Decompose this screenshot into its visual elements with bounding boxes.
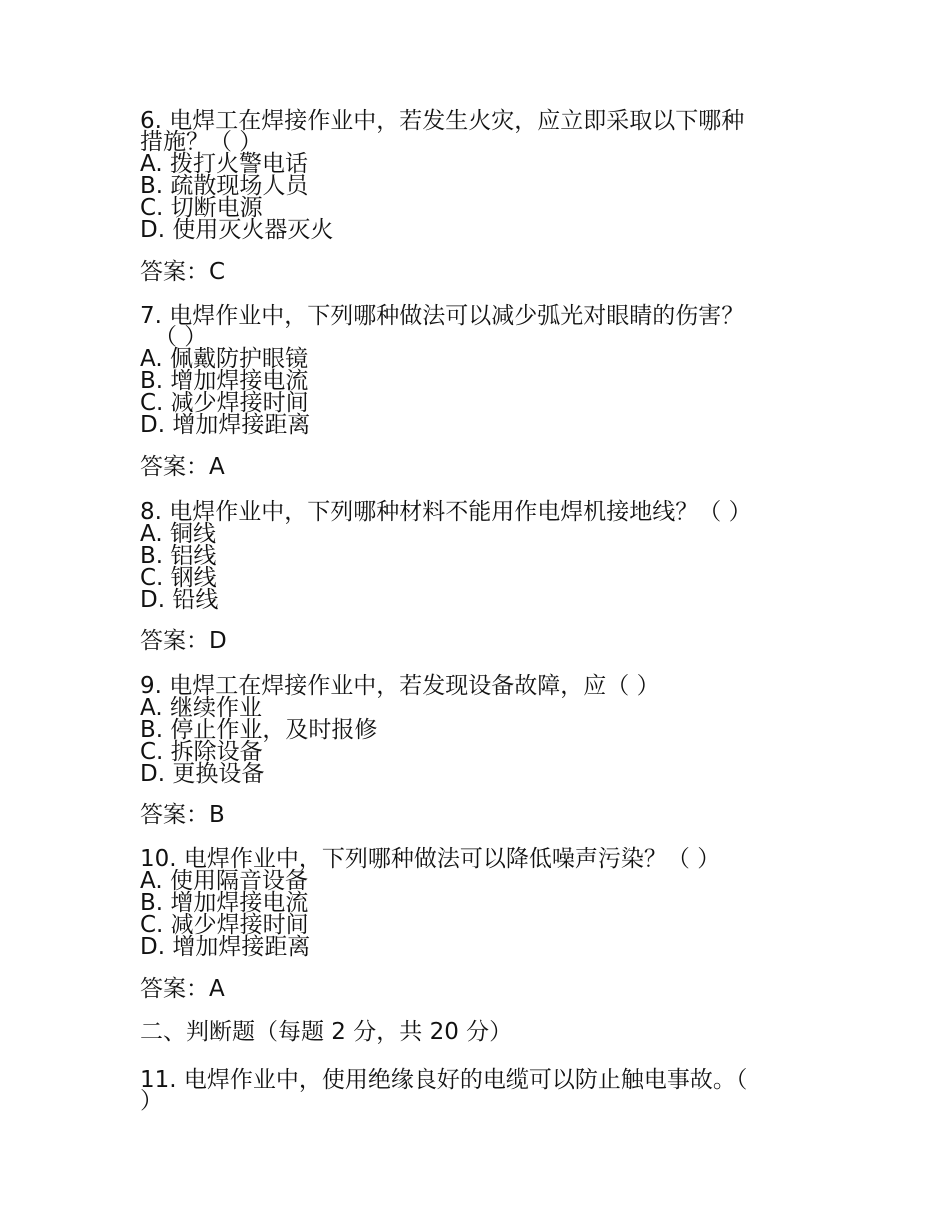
option-b: B. 疏散现场人员	[140, 173, 309, 199]
option-a: A. 继续作业	[140, 695, 262, 721]
question-stem-continued: 措施？（ ）	[140, 129, 263, 155]
option-a: A. 拨打火警电话	[140, 151, 308, 177]
option-b: B. 铝线	[140, 543, 217, 569]
option-b: B. 增加焊接电流	[140, 890, 309, 916]
question-9	[140, 673, 810, 787]
question-stem: 11. 电焊作业中，使用绝缘良好的电缆可以防止触电事故。（	[140, 1067, 748, 1093]
question-stem: 10. 电焊作业中，下列哪种做法可以降低噪声污染？（ ）	[140, 846, 721, 872]
option-d: D. 增加焊接距离	[140, 412, 311, 438]
option-b: B. 增加焊接电流	[140, 368, 309, 394]
option-c: C. 钢线	[140, 565, 217, 591]
section-heading: 二、判断题（每题 2 分，共 20 分）	[140, 1019, 513, 1045]
question-stem-continued: ）	[140, 1088, 163, 1114]
question-6	[140, 108, 810, 243]
question-stem-continued: （ ）	[154, 324, 208, 350]
option-c: C. 切断电源	[140, 195, 263, 221]
question-stem: 8. 电焊作业中，下列哪种材料不能用作电焊机接地线？（ ）	[140, 499, 752, 525]
answer-10: 答案：A	[140, 976, 225, 1002]
question-8	[140, 499, 810, 613]
question-10	[140, 846, 810, 960]
option-d: D. 铅线	[140, 587, 219, 613]
option-c: C. 减少焊接时间	[140, 912, 309, 938]
question-stem: 7. 电焊作业中，下列哪种做法可以减少弧光对眼睛的伤害？	[140, 303, 745, 329]
option-c: C. 减少焊接时间	[140, 390, 309, 416]
option-d: D. 增加焊接距离	[140, 934, 311, 960]
option-a: A. 佩戴防护眼镜	[140, 346, 308, 372]
answer-6: 答案：C	[140, 259, 226, 285]
question-11	[140, 1067, 810, 1114]
question-7	[140, 303, 810, 438]
option-d: D. 更换设备	[140, 761, 265, 787]
option-a: A. 铜线	[140, 521, 216, 547]
question-stem: 9. 电焊工在焊接作业中，若发现设备故障，应（ ）	[140, 673, 660, 699]
question-stem: 6. 电焊工在焊接作业中，若发生火灾，应立即采取以下哪种	[140, 108, 745, 134]
option-a: A. 使用隔音设备	[140, 868, 308, 894]
option-d: D. 使用灭火器灭火	[140, 217, 334, 243]
option-b: B. 停止作业，及时报修	[140, 717, 378, 743]
answer-9: 答案：B	[140, 802, 225, 828]
option-c: C. 拆除设备	[140, 739, 263, 765]
answer-8: 答案：D	[140, 628, 227, 654]
answer-7: 答案：A	[140, 454, 225, 480]
